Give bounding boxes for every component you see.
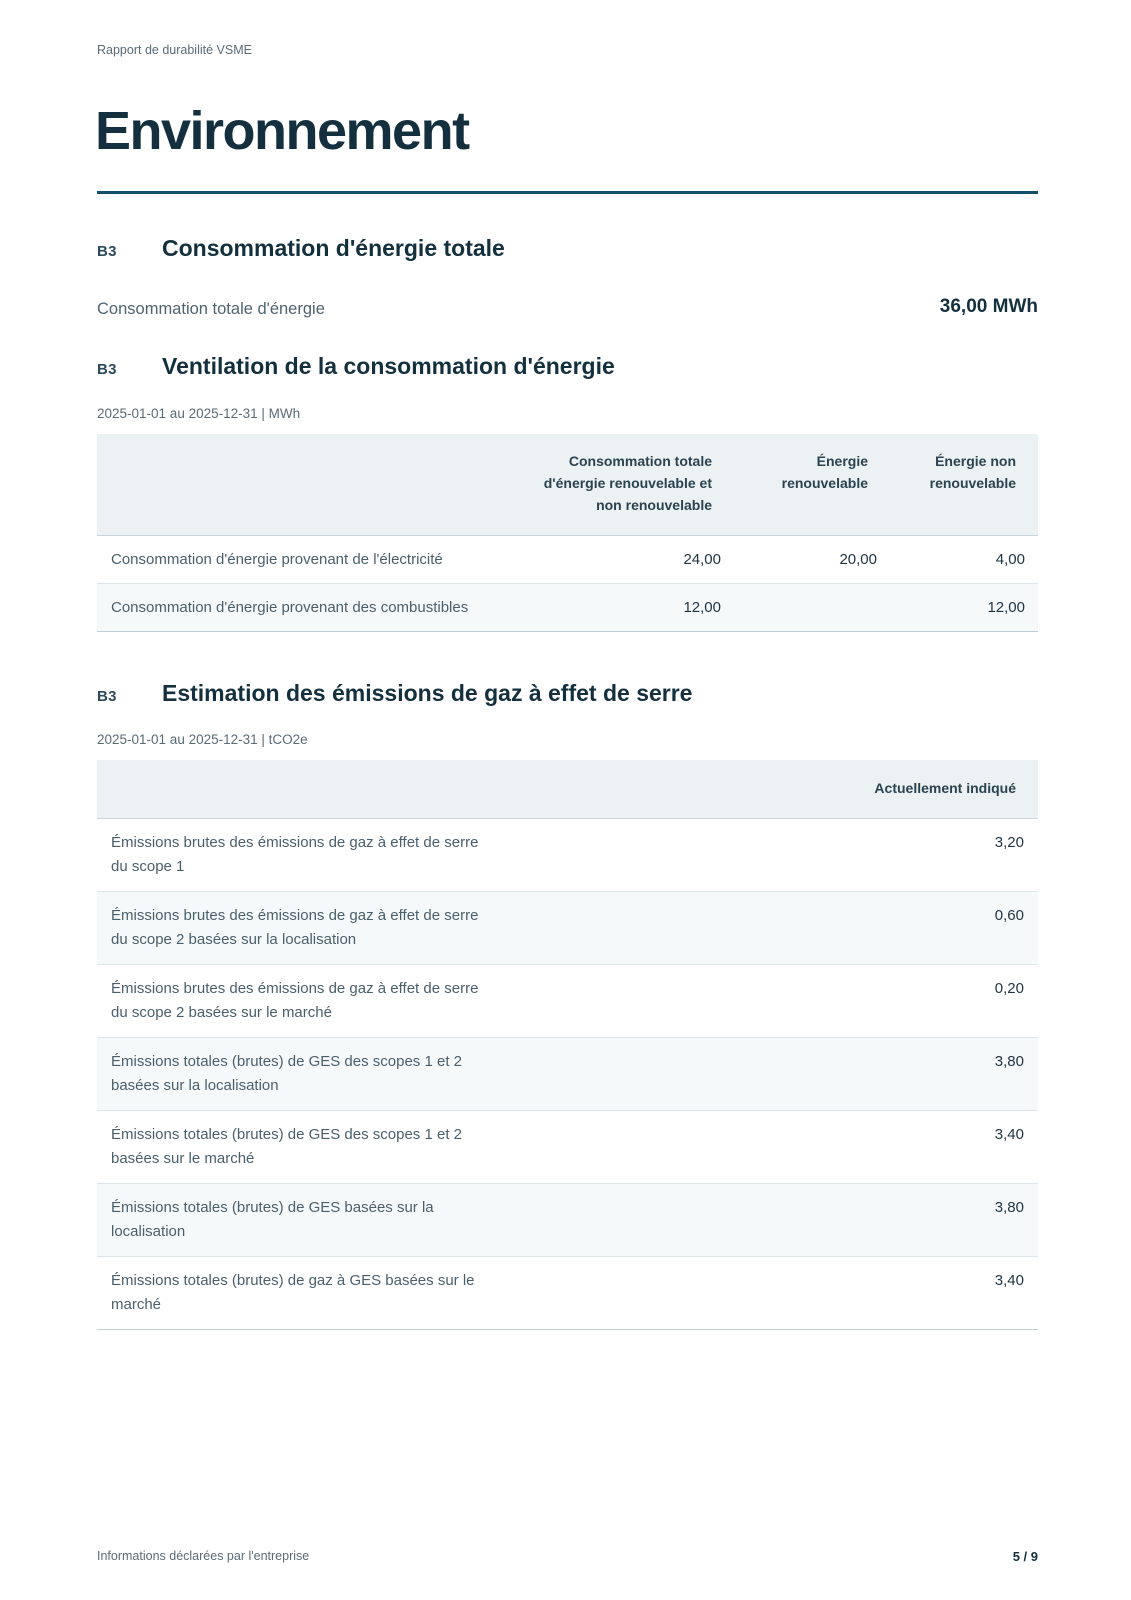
page-title: Environnement: [95, 101, 469, 161]
ghg-period: 2025-01-01 au 2025-12-31 | tCO2e: [97, 732, 308, 747]
table-row: [97, 891, 1038, 964]
row-label: Émissions totales (brutes) de gaz à GES basées sur le marché: [97, 1256, 497, 1329]
cell-total: 24,00: [522, 535, 734, 583]
section-code: B3: [97, 688, 117, 705]
column-header: [97, 760, 497, 818]
column-header: Actuellement indiqué: [497, 760, 1038, 818]
table-row: [97, 964, 1038, 1037]
energy-breakdown-table: [97, 434, 1038, 632]
section-ghg-heading: [97, 680, 1038, 710]
table-header-row: [97, 760, 1038, 818]
section-code: B3: [97, 361, 117, 378]
row-label: Émissions brutes des émissions de gaz à effet de serre du scope 2 basées sur le marché: [97, 964, 497, 1037]
table-row: [97, 1183, 1038, 1256]
cell-total: 12,00: [522, 583, 734, 631]
column-header: Énergie renouvelable: [734, 434, 890, 535]
section-title: Estimation des émissions de gaz à effet de serre: [162, 680, 693, 706]
table-row: [97, 1110, 1038, 1183]
metric-value: 36,00 MWh: [939, 296, 1038, 317]
table-header-row: [97, 434, 1038, 535]
cell-non-renewable: 12,00: [890, 583, 1038, 631]
table-row: [97, 1256, 1038, 1329]
column-header: [97, 434, 522, 535]
row-value: 3,80: [497, 1183, 1038, 1256]
column-header: Consommation totale d'énergie renouvelable et non renouvelable: [522, 434, 734, 535]
row-value: 3,80: [497, 1037, 1038, 1110]
table-row: [97, 535, 1038, 583]
total-energy-metric: [97, 296, 1038, 324]
report-header-title: Rapport de durabilité VSME: [97, 43, 252, 57]
row-value: 0,20: [497, 964, 1038, 1037]
title-divider: [97, 191, 1038, 194]
row-label: Consommation d'énergie provenant des combustibles: [97, 583, 522, 631]
row-label: Émissions totales (brutes) de GES des scopes 1 et 2 basées sur la localisation: [97, 1037, 497, 1110]
row-label: Émissions totales (brutes) de GES basées sur la localisation: [97, 1183, 497, 1256]
section-total-energy-heading: [97, 235, 1038, 265]
metric-label: Consommation totale d'énergie: [97, 300, 325, 318]
row-label: Émissions brutes des émissions de gaz à effet de serre du scope 2 basées sur la localisation: [97, 891, 497, 964]
cell-non-renewable: 4,00: [890, 535, 1038, 583]
section-energy-breakdown-heading: [97, 353, 1038, 383]
report-page: [97, 0, 1038, 1600]
cell-renewable: [734, 583, 890, 631]
table-row: [97, 1037, 1038, 1110]
page-number: 5 / 9: [1012, 1549, 1038, 1564]
row-label: Émissions brutes des émissions de gaz à effet de serre du scope 1: [97, 818, 497, 891]
row-value: 0,60: [497, 891, 1038, 964]
row-value: 3,40: [497, 1256, 1038, 1329]
row-value: 3,20: [497, 818, 1038, 891]
row-value: 3,40: [497, 1110, 1038, 1183]
section-title: Consommation d'énergie totale: [162, 235, 505, 261]
column-header: Énergie non renouvelable: [890, 434, 1038, 535]
table-row: [97, 583, 1038, 631]
section-title: Ventilation de la consommation d'énergie: [162, 353, 615, 379]
breakdown-period: 2025-01-01 au 2025-12-31 | MWh: [97, 406, 301, 421]
table-row: [97, 818, 1038, 891]
cell-renewable: 20,00: [734, 535, 890, 583]
row-label: Émissions totales (brutes) de GES des scopes 1 et 2 basées sur le marché: [97, 1110, 497, 1183]
row-label: Consommation d'énergie provenant de l'électricité: [97, 535, 522, 583]
ghg-emissions-table: [97, 760, 1038, 1330]
footer-note: Informations déclarées par l'entreprise: [97, 1549, 310, 1563]
section-code: B3: [97, 243, 117, 260]
